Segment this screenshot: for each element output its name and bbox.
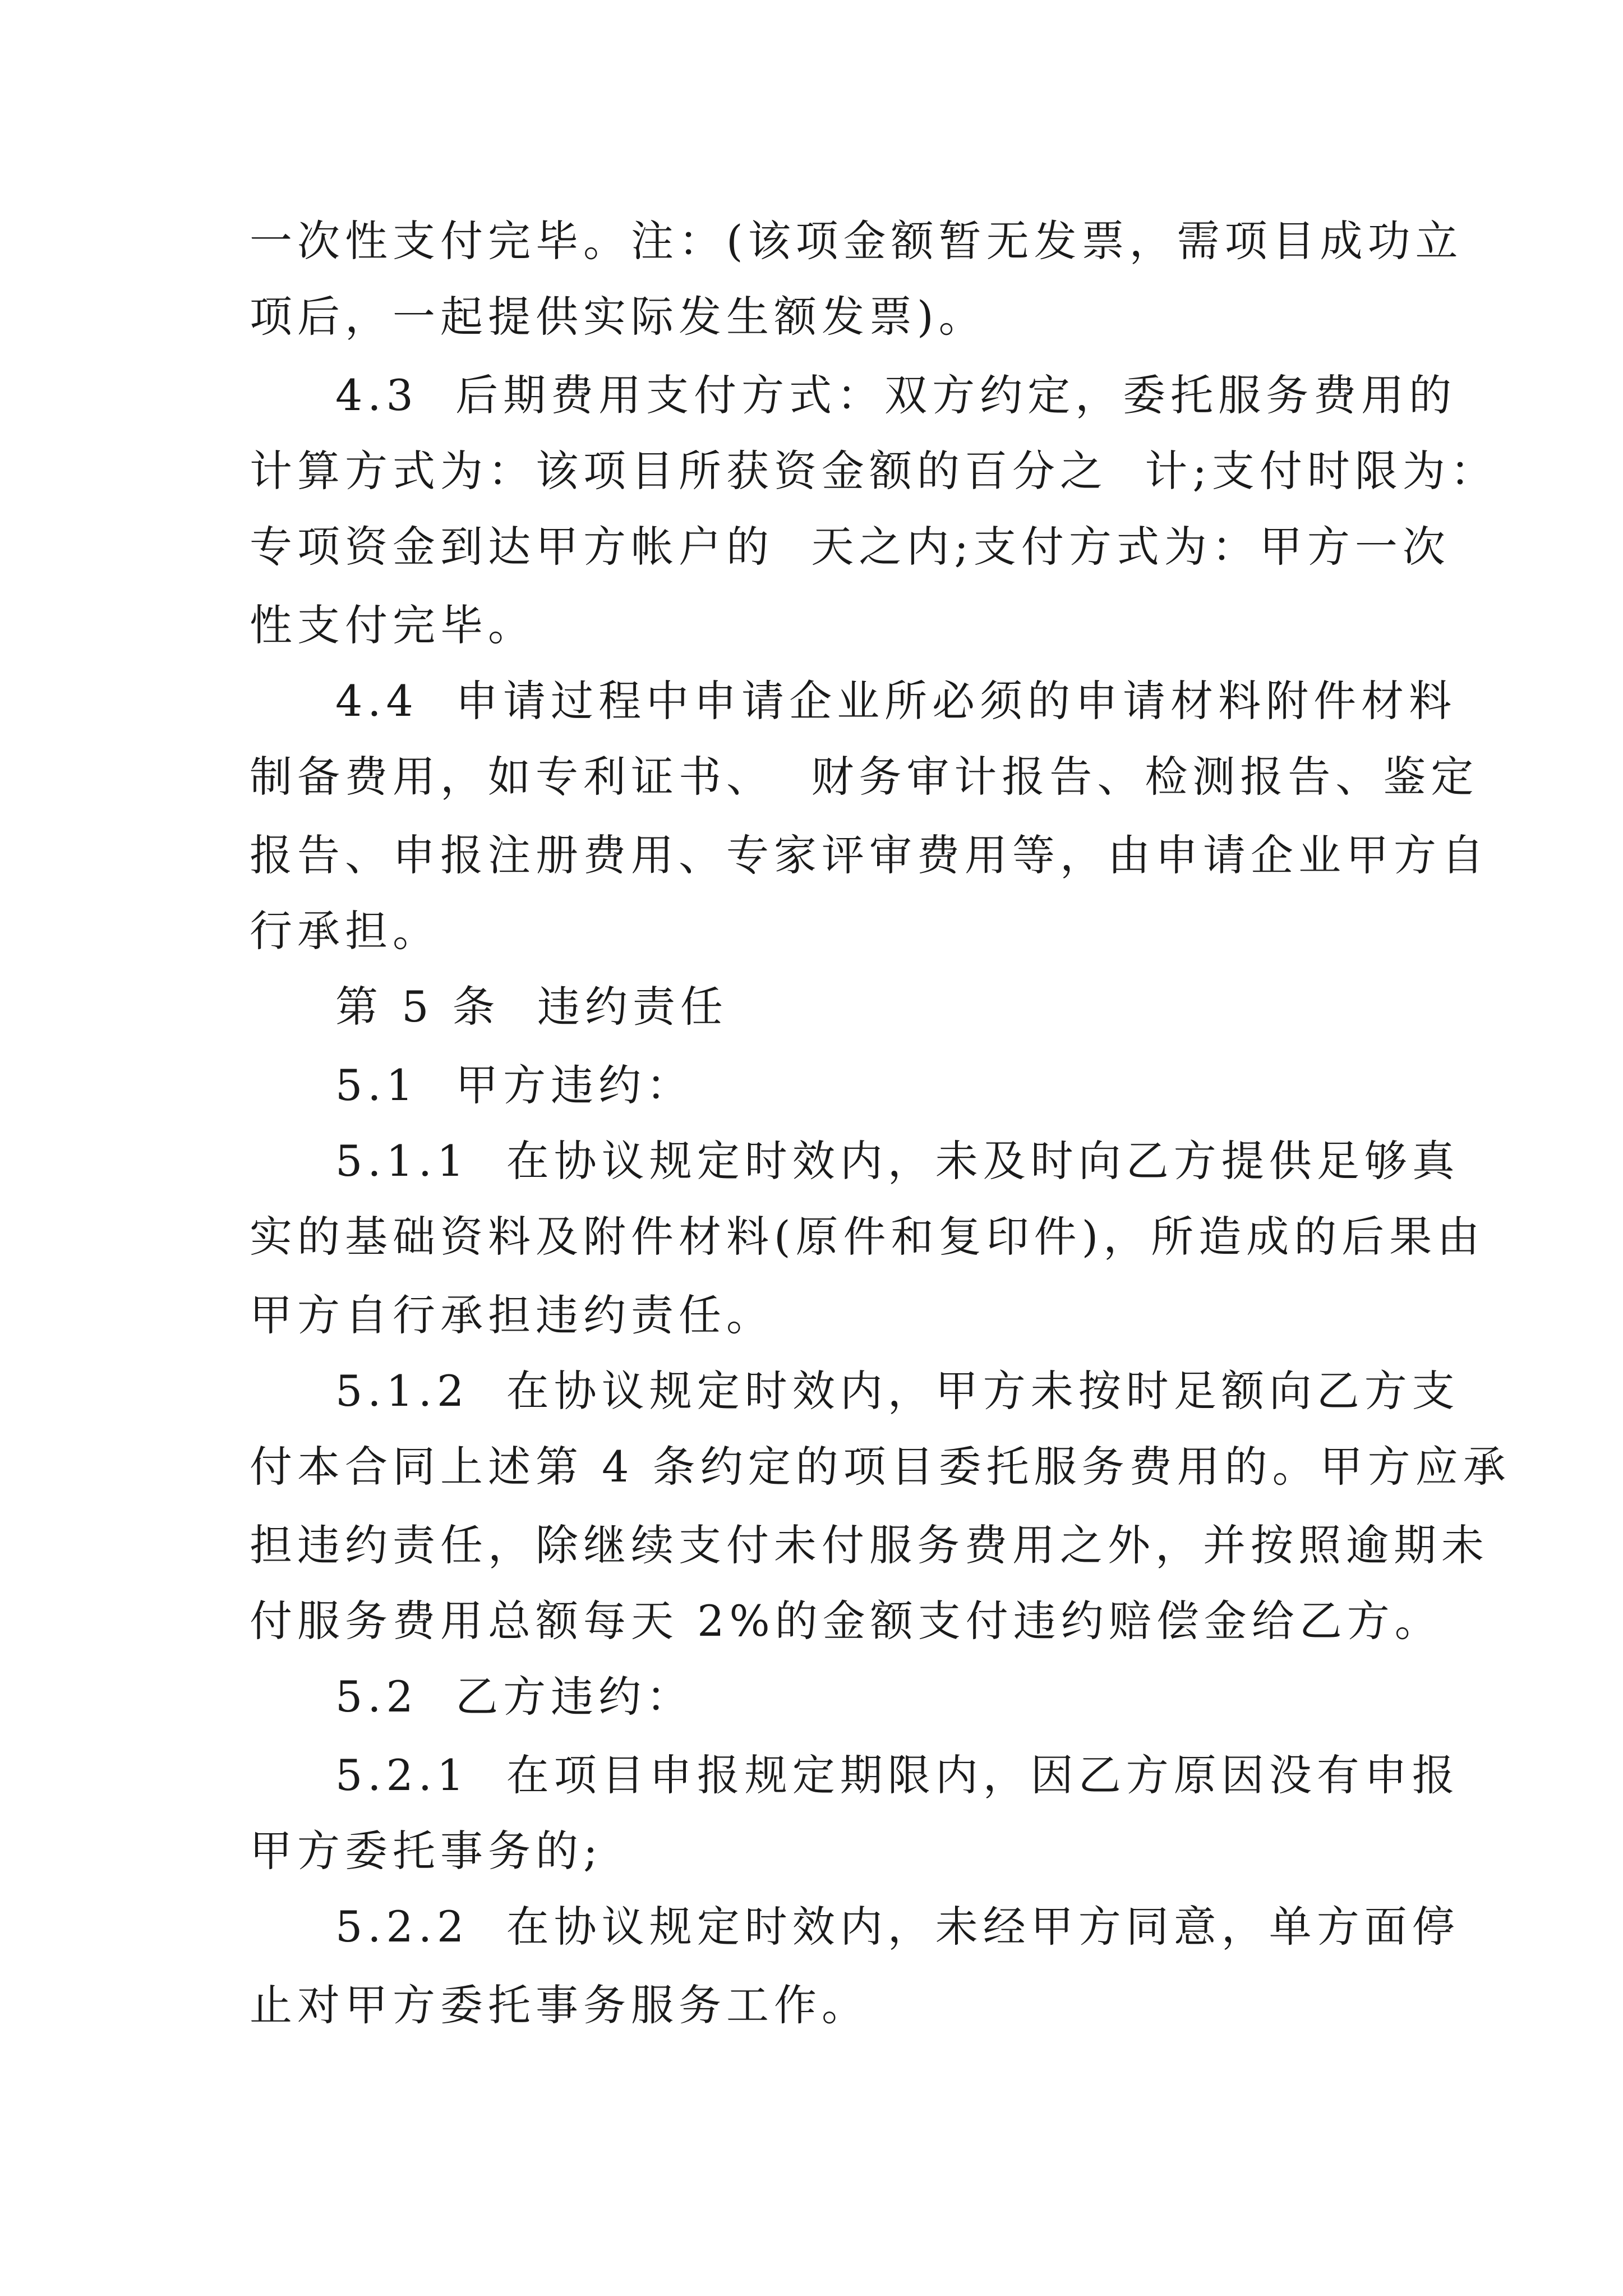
text-line: 5.2.2 在协议规定时效内，未经甲方同意，单方面停 [335,1902,1460,1952]
text-line: 行承担。 [250,906,440,956]
text-line: 付服务费用总额每天 2%的金额支付违约赔偿金给乙方。 [250,1596,1442,1646]
subsection-heading: 5.2 乙方违约： [335,1672,694,1722]
text-line: 甲方自行承担违约责任。 [250,1290,774,1340]
text-line: 制备费用，如专利证书、 财务审计报告、检测报告、鉴定 [250,752,1479,802]
text-line: 计算方式为：该项目所获资金额的百分之 计;支付时限为： [250,446,1498,496]
text-line: 专项资金到达甲方帐户的 天之内;支付方式为：甲方一次 [250,522,1450,572]
text-line: 止对甲方委托事务服务工作。 [250,1980,869,2030]
subsection-heading: 5.1 甲方违约： [335,1060,694,1110]
section-heading: 第 5 条 违约责任 [335,982,728,1032]
text-line: 性支付完毕。 [250,600,536,650]
text-line: 4.4 申请过程中申请企业所必须的申请材料附件材料 [335,676,1457,726]
text-line: 5.2.1 在项目申报规定期限内，因乙方原因没有申报 [335,1750,1460,1800]
text-line: 实的基础资料及附件材料(原件和复印件)，所造成的后果由 [250,1212,1485,1262]
text-line: 4.3 后期费用支付方式：双方约定，委托服务费用的 [335,370,1457,420]
text-line: 付本合同上述第 4 条约定的项目委托服务费用的。甲方应承 [250,1442,1511,1492]
text-line: 项后，一起提供实际发生额发票)。 [250,292,986,342]
text-line: 5.1.2 在协议规定时效内，甲方未按时足额向乙方支 [335,1366,1460,1416]
text-line: 5.1.1 在协议规定时效内，未及时向乙方提供足够真 [335,1136,1460,1186]
text-line: 甲方委托事务的; [250,1826,603,1876]
text-line: 报告、申报注册费用、专家评审费用等，由申请企业甲方自 [250,830,1489,880]
text-line: 一次性支付完毕。注：(该项金额暂无发票，需项目成功立 [250,216,1463,266]
text-line: 担违约责任，除继续支付未付服务费用之外，并按照逾期未 [250,1520,1489,1570]
